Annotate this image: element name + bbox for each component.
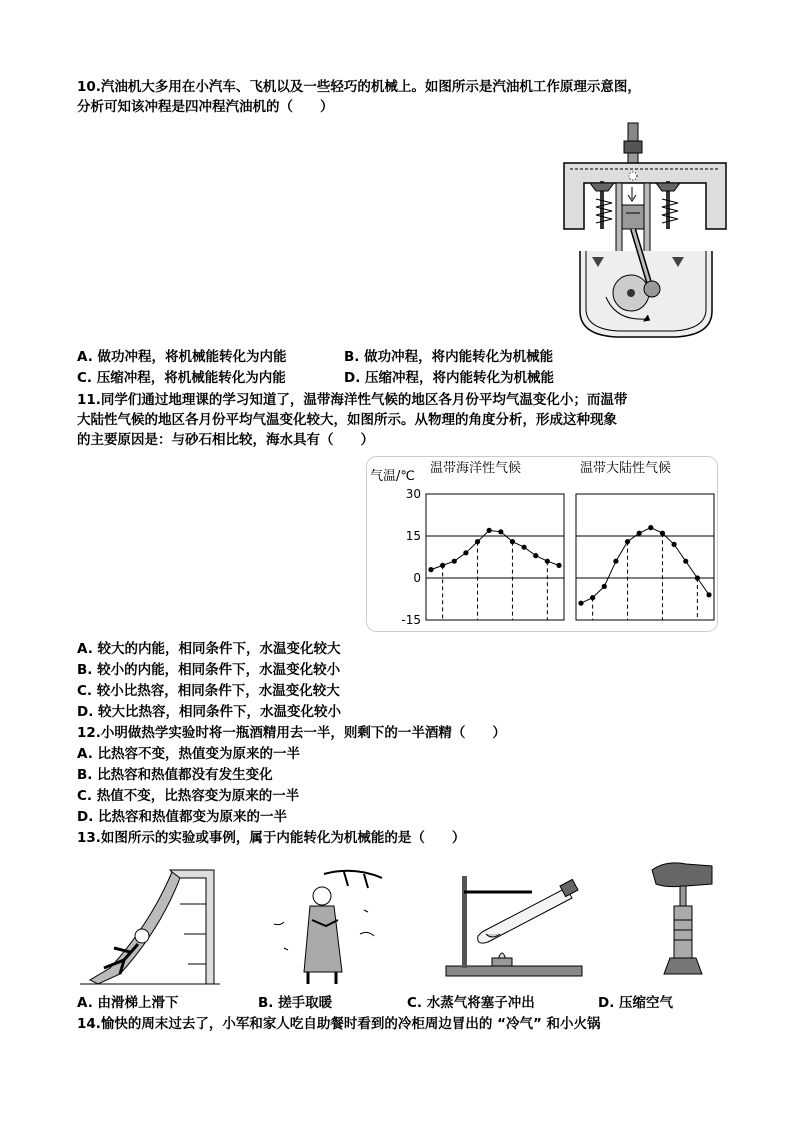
temperature-point: [533, 553, 538, 558]
temperature-point: [545, 559, 550, 564]
temperature-point: [556, 563, 561, 568]
q13-option-a[interactable]: A. 由滑梯上滑下: [77, 995, 179, 1011]
q13-option-d[interactable]: D. 压缩空气: [598, 995, 674, 1011]
temperature-point: [521, 545, 526, 550]
temperature-point: [475, 539, 480, 544]
q11-stem-line3: 的主要原因是：与砂石相比较，海水具有（ ）: [77, 432, 374, 448]
y-tick-label: 30: [405, 487, 421, 501]
temperature-point: [498, 529, 503, 534]
temperature-point: [706, 592, 711, 597]
rubbing-hands-illustration: [264, 864, 384, 986]
temperature-point: [613, 559, 618, 564]
climate-panel-1: [426, 494, 564, 620]
q13-option-c[interactable]: C. 水蒸气将塞子冲出: [407, 995, 535, 1011]
temperature-point: [440, 563, 445, 568]
climate-panel-2: [576, 494, 714, 620]
temperature-point: [487, 528, 492, 533]
panel-frame: [426, 494, 564, 620]
q12-option-a[interactable]: A. 比热容不变，热值变为原来的一半: [77, 746, 301, 762]
q13-option-b[interactable]: B. 搓手取暖: [258, 995, 333, 1011]
chart-title-ocean: 温带海洋性气候: [430, 461, 522, 476]
engine-diagram: [556, 121, 736, 343]
q11-option-c[interactable]: C. 较小比热容，相同条件下，水温变化较大: [77, 683, 340, 699]
q13-stem: 13.如图所示的实验或事例，属于内能转化为机械能的是（ ）: [77, 830, 466, 846]
q14-stem: 14.愉快的周末过去了，小军和家人吃自助餐时看到的冷柜周边冒出的 “冷气” 和小火锅: [77, 1016, 601, 1032]
temperature-point: [648, 525, 653, 530]
temperature-point: [452, 559, 457, 564]
q10-stem-line1: 10.汽油机大多用在小汽车、飞机以及一些轻巧的机械上。如图所示是汽油机工作原理示意图，: [77, 79, 641, 95]
y-tick-label: 0: [413, 571, 421, 585]
chart-ylabel: 气温/℃: [370, 469, 415, 484]
temperature-point: [671, 542, 676, 547]
q11-option-d[interactable]: D. 较大比热容，相同条件下，水温变化较小: [77, 704, 342, 720]
q11-option-a[interactable]: A. 较大的内能，相同条件下，水温变化较大: [77, 641, 341, 657]
q12-option-b[interactable]: B. 比热容和热值都没有发生变化: [77, 767, 273, 783]
temperature-point: [625, 539, 630, 544]
temperature-point: [578, 601, 583, 606]
slide-illustration: [80, 864, 220, 986]
temperature-point: [590, 595, 595, 600]
q12-stem: 12.小明做热学实验时将一瓶酒精用去一半，则剩下的一半酒精（ ）: [77, 725, 506, 741]
q12-option-d[interactable]: D. 比热容和热值都变为原来的一半: [77, 809, 288, 825]
q11-stem-line2: 大陆性气候的地区各月份平均气温变化较大，如图所示。从物理的角度分析，形成这种现象: [77, 412, 617, 428]
y-tick-label: 15: [405, 529, 421, 543]
temperature-point: [428, 567, 433, 572]
q10-stem-line2: 分析可知该冲程是四冲程汽油机的（ ）: [77, 99, 334, 115]
temperature-point: [683, 559, 688, 564]
q10-option-b[interactable]: B. 做功冲程，将内能转化为机械能: [344, 349, 554, 365]
temperature-point: [695, 575, 700, 580]
q10-option-d[interactable]: D. 压缩冲程，将内能转化为机械能: [344, 370, 555, 386]
temperature-point: [637, 531, 642, 536]
q11-option-b[interactable]: B. 较小的内能，相同条件下，水温变化较小: [77, 662, 341, 678]
q12-option-c[interactable]: C. 热值不变，比热容变为原来的一半: [77, 788, 300, 804]
chart-title-continental: 温带大陆性气候: [580, 461, 672, 476]
y-tick-label: -15: [401, 613, 421, 627]
temperature-point: [660, 531, 665, 536]
climate-charts: [366, 456, 718, 632]
temperature-point: [463, 550, 468, 555]
temperature-point: [602, 584, 607, 589]
test-tube-illustration: [442, 862, 586, 978]
temperature-point: [510, 539, 515, 544]
q10-option-a[interactable]: A. 做功冲程，将机械能转化为内能: [77, 349, 287, 365]
air-pump-illustration: [646, 860, 720, 978]
q11-stem-line1: 11.同学们通过地理课的学习知道了，温带海洋性气候的地区各月份平均气温变化小；而温带: [77, 392, 628, 408]
q10-option-c[interactable]: C. 压缩冲程，将机械能转化为内能: [77, 370, 286, 386]
panel-frame: [576, 494, 714, 620]
